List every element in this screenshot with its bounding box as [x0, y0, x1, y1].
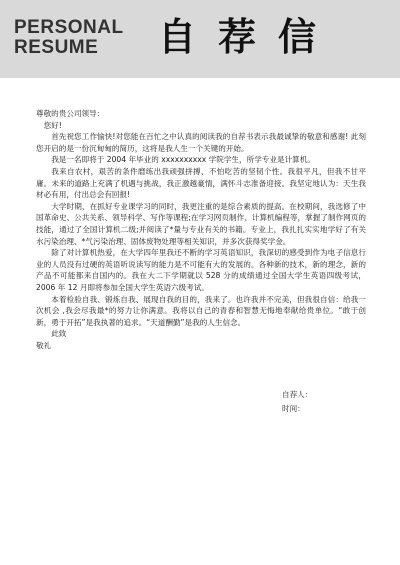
date-label: 时间： [282, 404, 305, 413]
letter-greeting: 您好! [43, 120, 62, 130]
signer-label: 自荐人： [282, 390, 313, 399]
header-title-en-line2: RESUME [14, 37, 99, 58]
letter-paragraph: 除了对计算机热爱，在大学四年里我还不断的学习英语知识，我深切的感受到作为电子信息行业的人员没有过硬的英语听说读写的能力是不可能有大的发展的。各种新的技术，新的理念，新的产品不可能都来自国内的。我在大二下学期就以 528 分的成绩通过全国大学生英语四级考试，2006 年 12 月即将参加全国大学生英语六级考试。 [36, 248, 366, 292]
letter-salutation: 尊敬的贵公司领导： [36, 109, 105, 118]
header-title-cn: 自荐信 [158, 14, 339, 59]
header-title-en-line1: PERSONAL [14, 17, 124, 38]
letter-body [36, 108, 366, 351]
letter-closing-2: 敬礼 [36, 340, 52, 350]
header-band [0, 0, 400, 78]
letter-paragraph: 本着检验自我、锻炼自我、展现自我的目的，我来了。也许我并不完美，但我很自信：给我一次机会 ,我会尽我最*的努力让你满意。我将以自己的青春和智慧无悔地奉献给贵单位。“敢于创新，勇于开拓”是我执著的追求。“天道酬勤”是我的人生信念。 [36, 294, 366, 327]
letter-paragraph: 我是一名即将于 2004 年毕业的 xxxxxxxxxx 学院学生，所学专业是计算机。 [51, 155, 315, 165]
letter-closing-1: 此致 [51, 329, 67, 339]
signature-block [282, 388, 312, 416]
header-title-en [14, 18, 124, 58]
letter-paragraph: 大学时期，在抓好专业课学习的同时，我更注重的是综合素质的提高。在校期间，我选修了中国革命史、公共关系、领导科学、写作等课程;在学习网页制作、计算机编程等，掌握了制作网页的技能，通过了全国计算机二级;并阅读了*量与专业有关的书籍。专业上，我扎扎实实地学好了有关水污染治理、*气污染治理、固体废物处理等相关知识，并多次获得奖学金。 [36, 201, 366, 246]
letter-paragraph: 首先祝您工作愉快!对您能在百忙之中认真的阅读我的自荐书表示我最诚挚的敬意和感谢! 此刻您开启的是一份沉甸甸的简历，这将是我人生一个关键的开始。 [36, 132, 366, 153]
letter-paragraph: 我来自农村，艰苦的条件磨练出我顽强拼搏、不怕吃苦的坚韧个性。我很平凡，但我不甘平庸。未来的道路上充满了机遇与挑战，我正激越豪情，满怀斗志准备迎接。我坚定地认为：天生我材必有用，付出总会有回报! [36, 166, 366, 200]
